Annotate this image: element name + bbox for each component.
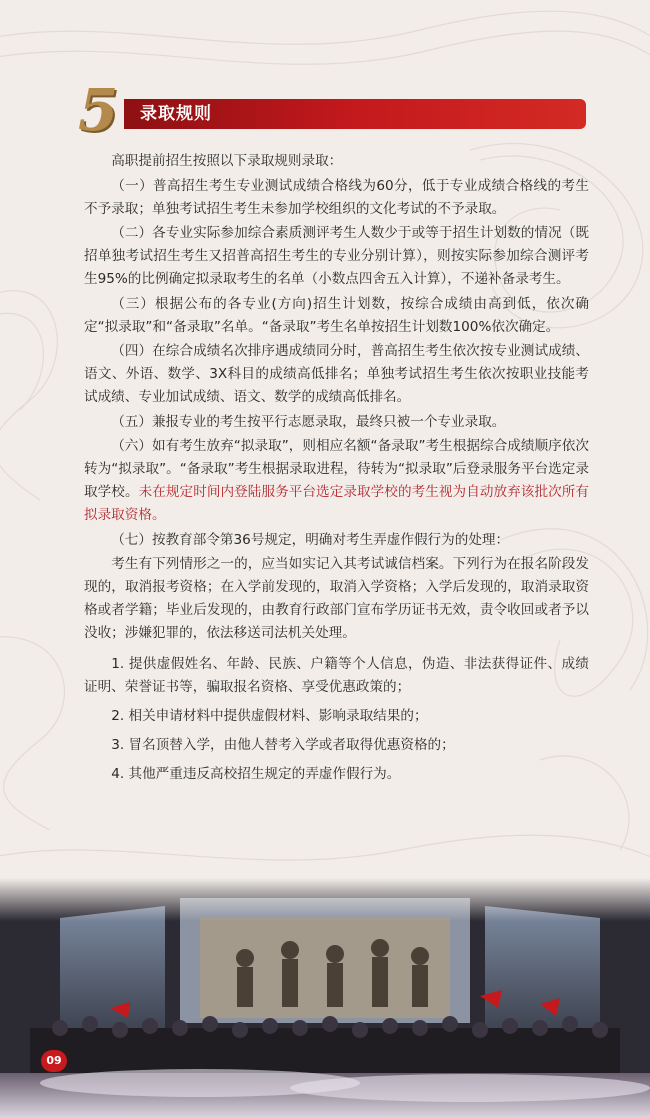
intro-paragraph: 高职提前招生按照以下录取规则录取： (111, 153, 343, 169)
list-item: 4. 其他严重违反高校招生规定的弄虚作假行为。 (111, 766, 401, 782)
section-number: 5 (78, 76, 119, 144)
rule-1: （一）普高招生考生专业测试成绩合格线为60分，低于专业成绩合格线的考生不予录取；单独考试招生考生未参加学校组织的文化考试的不予录取。 (84, 177, 589, 217)
rule-4: （四）在综合成绩名次排序遇成绩同分时，普高招生考生依次按专业测试成绩、语文、外语、数学、3X科目的成绩高低排名；单独考试招生考生依次按职业技能考试成绩、专业加试成绩、语文、数学的成绩高低排名。 (84, 343, 589, 405)
list-item: 1. 提供虚假姓名、年龄、民族、户籍等个人信息，伪造、非法获得证件、成绩证明、荣誉证书等，骗取报名资格、享受优惠政策的； (84, 656, 589, 695)
list-item: 2. 相关申请材料中提供虚假材料、影响录取结果的； (111, 708, 428, 724)
rule-7-detail: 考生有下列情形之一的，应当如实记入其考试诚信档案。下列行为在报名阶段发现的，取消报考资格；在入学前发现的，取消入学资格；入学后发现的，取消录取资格或者学籍；毕业后发现的，由教育行政部门宣布学历证书无效，责令收回或者予以没收；涉嫌犯罪的，依法移送司法机关处理。 (84, 556, 589, 641)
page-number: 09 (41, 1050, 67, 1072)
rule-5: （五）兼报专业的考生按平行志愿录取，最终只被一个专业录取。 (111, 413, 506, 430)
stage-performance-photo (0, 878, 650, 1118)
violation-list (84, 653, 589, 786)
admission-rules-content (84, 150, 589, 792)
rule-7: （七）按教育部令第36号规定，明确对考生弄虚作假行为的处理： (111, 531, 510, 548)
rule-2: （二）各专业实际参加综合素质测评考生人数少于或等于招生计划数的情况（既招单独考试招生考生又招普高招生考生的专业分别计算），则按实际参加综合测评考生95%的比例确定拟录取考生的名单（小数点四舍五入计算），不递补备录考生。 (84, 225, 589, 287)
rule-6-text: （六）如有考生放弃“拟录取”，则相应名额“备录取”考生根据综合成绩顺序依次转为“拟录取”。“备录取”考生根据录取进程，待转为“拟录取”后登录服务平台选定录取学校。 (84, 438, 589, 500)
rule-3: （三）根据公布的各专业(方向)招生计划数，按综合成绩由高到低，依次确定“拟录取”和“备录取”名单。“备录取”考生名单按招生计划数100%依次确定。 (84, 295, 589, 335)
rule-6-highlight: 未在规定时间内登陆服务平台选定录取学校的考生视为自动放弃该批次所有拟录取资格。 (84, 484, 590, 523)
section-title: 录取规则 (140, 104, 212, 124)
rule-6 (84, 435, 589, 527)
list-item: 3. 冒名顶替入学，由他人替考入学或者取得优惠资格的； (111, 737, 455, 753)
